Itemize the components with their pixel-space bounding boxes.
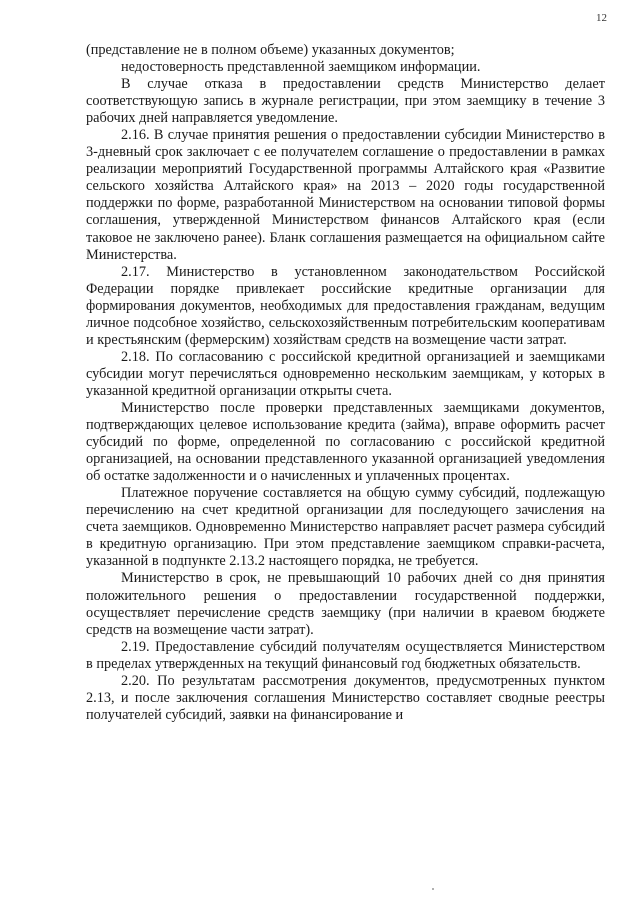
paragraph: 2.17. Министерство в установленном законодательством Российской Федерации порядке привлекает российские кредитные организации для формирования документов, необходимых для предоставления гражданам, ведущим личное подсобное хозяйство, сельскохозяйственным потребительским кооперативам и крестьянским (фермерским) хозяйствам средств на возмещение части затрат. — [86, 263, 605, 348]
document-body — [86, 42, 605, 724]
paragraph: 2.18. По согласованию с российской кредитной организацией и заемщиками субсидии могут перечисляться одновременно нескольким заемщикам, у которых в указанной кредитной организации открыты счета. — [86, 348, 605, 399]
page-number: 12 — [596, 12, 607, 24]
scan-speck — [432, 888, 434, 890]
paragraph: (представление не в полном объеме) указанных документов; — [86, 42, 455, 58]
paragraph: 2.20. По результатам рассмотрения документов, предусмотренных пунктом 2.13, и после заключения соглашения Министерство составляет сводные реестры получателей субсидий, заявки на финансирование и — [86, 672, 605, 723]
paragraph: Министерство в срок, не превышающий 10 рабочих дней со дня принятия положительного решения о предоставлении государственной поддержки, осуществляет перечисление средств заемщику (при наличии в краевом бюджете средств на возмещение части затрат). — [86, 570, 605, 638]
paragraph: недостоверность представленной заемщиком информации. — [121, 59, 481, 76]
paragraph: 2.16. В случае принятия решения о предоставлении субсидии Министерство в 3-дневный срок заключает с ее получателем соглашение о предоставлении в рамках реализации мероприятий Государственной программы Алтайского края «Развитие сельского хозяйства Алтайского края» на 2013 – 2020 годы государственной поддержки по форме, разработанной Министерством на основании типовой формы соглашения, утвержденной Министерством финансов Алтайского края (если таковое не заключено ранее). Бланк соглашения размещается на официальном сайте Министерства. — [86, 127, 605, 263]
paragraph: 2.19. Предоставление субсидий получателям осуществляется Министерством в пределах утвержденных на текущий финансовый год бюджетных обязательств. — [86, 638, 605, 672]
paragraph: В случае отказа в предоставлении средств Министерство делает соответствующую запись в журнале регистрации, при этом заемщику в течение 3 рабочих дней направляется уведомление. — [86, 76, 605, 127]
paragraph: Платежное поручение составляется на общую сумму субсидий, подлежащую перечислению на счет кредитной организации для последующего зачисления на счета заемщиков. Одновременно Министерство направляет расчет размера субсидий в кредитную организацию. При этом представление заемщиком справки-расчета, указанной в подпункте 2.13.2 настоящего порядка, не требуется. — [86, 485, 605, 570]
paragraph: Министерство после проверки представленных заемщиками документов, подтверждающих целевое использование кредита (займа), вправе оформить расчет субсидий по форме, определенной по согласованию с российской кредитной организацией, на основании представленного указанной организацией уведомления об остатке задолженности и о начисленных и уплаченных процентах. — [86, 399, 605, 485]
